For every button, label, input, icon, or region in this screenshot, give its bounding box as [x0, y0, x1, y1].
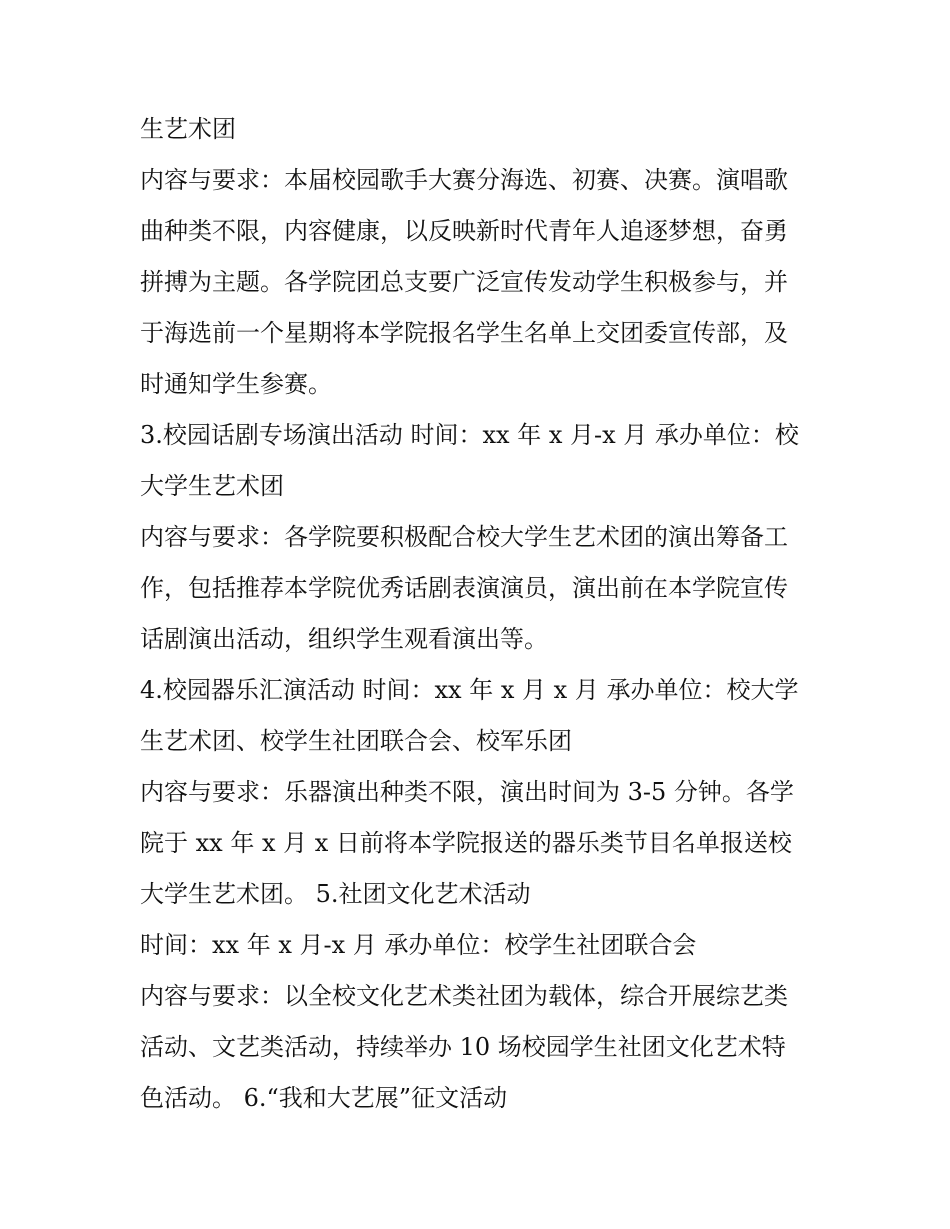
text-line: 院于 xx 年 x 月 x 日前将本学院报送的器乐类节目名单报送校 [140, 829, 792, 857]
text-line: 大学生艺术团。 5.社团文化艺术活动 [140, 880, 531, 908]
text-line: 时通知学生参赛。 [140, 370, 332, 398]
text-line: 拼搏为主题。各学院团总支要广泛宣传发动学生积极参与，并 [140, 268, 788, 296]
text-line: 内容与要求：本届校园歌手大赛分海选、初赛、决赛。演唱歌 [140, 166, 788, 194]
text-line: 内容与要求：乐器演出种类不限，演出时间为 3-5 分钟。各学 [140, 778, 794, 806]
text-line: 于海选前一个星期将本学院报名学生名单上交团委宣传部，及 [140, 319, 788, 347]
text-line: 生艺术团、校学生社团联合会、校军乐团 [140, 727, 572, 755]
text-line: 色活动。 6.“我和大艺展”征文活动 [140, 1084, 508, 1112]
text-line: 4.校园器乐汇演活动 时间：xx 年 x 月 x 月 承办单位：校大学 [140, 676, 799, 704]
text-line: 3.校园话剧专场演出活动 时间：xx 年 x 月-x 月 承办单位：校 [140, 421, 799, 449]
text-line: 内容与要求：各学院要积极配合校大学生艺术团的演出筹备工 [140, 523, 788, 551]
text-line: 内容与要求：以全校文化艺术类社团为载体，综合开展综艺类 [140, 982, 788, 1010]
text-line: 作，包括推荐本学院优秀话剧表演演员，演出前在本学院宣传 [140, 574, 788, 602]
text-line: 生艺术团 [140, 115, 236, 143]
document-body [140, 104, 830, 1124]
text-line: 活动、文艺类活动，持续举办 10 场校园学生社团文化艺术特 [140, 1033, 786, 1061]
text-line: 曲种类不限，内容健康，以反映新时代青年人追逐梦想，奋勇 [140, 217, 788, 245]
text-line: 时间：xx 年 x 月-x 月 承办单位：校学生社团联合会 [140, 931, 697, 959]
text-line: 话剧演出活动，组织学生观看演出等。 [140, 625, 548, 653]
text-line: 大学生艺术团 [140, 472, 284, 500]
